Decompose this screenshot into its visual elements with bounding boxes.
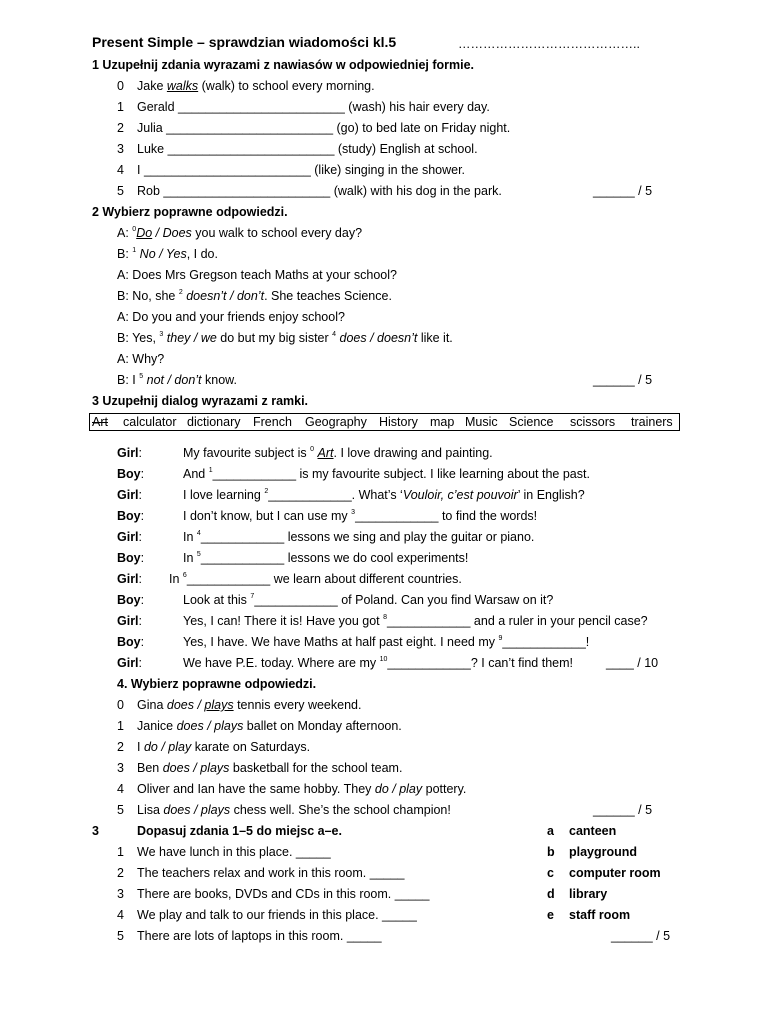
page-title: Present Simple – sprawdzian wiadomości kl.5	[92, 34, 397, 50]
ex1-item: Jake walks (walk) to school every morning.	[137, 79, 375, 93]
ex4-heading: 4. Wybierz poprawne odpowiedzi.	[117, 677, 317, 691]
ex1-item-number: 5	[117, 184, 124, 198]
dialog-line: A: Why?	[117, 352, 165, 366]
dialog-speaker: Boy:	[117, 467, 145, 481]
ex5-score: ______ / 5	[611, 929, 671, 943]
ex4-item-number: 4	[117, 782, 124, 796]
dialog-speaker: Boy:	[117, 551, 145, 565]
dialog-line: B: Yes, $^3$ they / we do but my big sister $^4$ does / doesn’t like it.	[117, 330, 453, 345]
dialog-speaker: Girl:	[117, 488, 143, 502]
dialog-text: In $^5$____________ lessons we do cool experiments!	[183, 550, 469, 565]
ex4-item: Ben does / plays basketball for the school team.	[137, 761, 403, 775]
ex5-item: The teachers relax and work in this room. _____	[137, 866, 405, 880]
dialog-speaker: Girl:	[117, 614, 143, 628]
word-box-item: French	[253, 415, 292, 429]
dialog-text: And $^1$____________ is my favourite subject. I like learning about the past.	[183, 466, 590, 481]
ex4-item-number: 2	[117, 740, 124, 754]
ex4-item: Oliver and Ian have the same hobby. They do / play pottery.	[137, 782, 467, 796]
ex5-item-number: 2	[117, 866, 124, 880]
word-box-item: Geography	[305, 415, 367, 429]
ex1-item: I ________________________ (like) singing in the shower.	[137, 163, 466, 177]
ex5-item-number: 5	[117, 929, 124, 943]
ex4-item: Janice does / plays ballet on Monday afternoon.	[137, 719, 402, 733]
dialog-line: B: No, she $^2$ doesn’t / don’t. She teaches Science.	[117, 288, 392, 303]
dialog-text: Yes, I have. We have Maths at half past eight. I need my $^9$____________!	[183, 634, 590, 649]
place-name: playground	[569, 845, 638, 859]
ex1-item-number: 2	[117, 121, 124, 135]
dialog-speaker: Boy:	[117, 635, 145, 649]
ex1-heading: 1 Uzupełnij zdania wyrazami z nawiasów w odpowiedniej formie.	[92, 58, 475, 72]
place-letter: c	[547, 866, 554, 880]
dialog-speaker: Boy:	[117, 593, 145, 607]
word-box-item: History	[379, 415, 418, 429]
word-box-item: map	[430, 415, 455, 429]
place-letter: a	[547, 824, 554, 838]
dialog-text: Yes, I can! There it is! Have you got $^8$____________ and a ruler in your pencil case?	[183, 613, 648, 628]
ex4-score: ______ / 5	[593, 803, 653, 817]
ex1-item-number: 1	[117, 100, 124, 114]
ex1-item-number: 4	[117, 163, 124, 177]
ex4-item: Lisa does / plays chess well. She’s the school champion!	[137, 803, 451, 817]
word-box-item: dictionary	[187, 415, 241, 429]
ex5-item: There are lots of laptops in this room. _____	[137, 929, 382, 943]
dialog-line: B: $^1$ No / Yes, I do.	[117, 246, 218, 261]
dialog-text: I love learning $^2$____________. What’s ‘Vouloir, c’est pouvoir’ in English?	[183, 487, 585, 502]
ex4-item: I do / play karate on Saturdays.	[137, 740, 311, 754]
dialog-speaker: Girl:	[117, 530, 143, 544]
ex4-item-number: 5	[117, 803, 124, 817]
ex4-item-number: 0	[117, 698, 124, 712]
word-box	[89, 413, 680, 431]
dialog-text: We have P.E. today. Where are my $^{10}$____________? I can’t find them!	[183, 655, 573, 670]
ex1-score: ______ / 5	[593, 184, 653, 198]
ex1-item-number: 0	[117, 79, 124, 93]
ex5-item-number: 4	[117, 908, 124, 922]
word-box-item: scissors	[570, 415, 616, 429]
ex5-item-number: 1	[117, 845, 124, 859]
place-letter: b	[547, 845, 555, 859]
ex5-item: We have lunch in this place. _____	[137, 845, 331, 859]
ex2-heading: 2 Wybierz poprawne odpowiedzi.	[92, 205, 288, 219]
place-letter: d	[547, 887, 555, 901]
place-name: computer room	[569, 866, 661, 880]
word-box-item: calculator	[123, 415, 177, 429]
dialog-text: My favourite subject is $^0$ Art. I love drawing and painting.	[183, 445, 493, 460]
ex4-item: Gina does / plays tennis every weekend.	[137, 698, 362, 712]
place-name: staff room	[569, 908, 631, 922]
dialog-speaker: Girl:	[117, 446, 143, 460]
word-box-item: Music	[465, 415, 498, 429]
dialog-speaker: Boy:	[117, 509, 145, 523]
dialog-line: B: I $^5$ not / don’t know.	[117, 372, 237, 387]
ex2-score: ______ / 5	[593, 373, 653, 387]
ex5-item: We play and talk to our friends in this place. _____	[137, 908, 417, 922]
place-name: canteen	[569, 824, 617, 838]
word-box-item: Science	[509, 415, 554, 429]
ex5-heading: Dopasuj zdania 1–5 do miejsc a–e.	[137, 824, 342, 838]
ex5-item-number: 3	[117, 887, 124, 901]
dialog-line: A: Does Mrs Gregson teach Maths at your school?	[117, 268, 397, 282]
ex4-item-number: 3	[117, 761, 124, 775]
place-letter: e	[547, 908, 554, 922]
dialog-text: In $^4$____________ lessons we sing and play the guitar or piano.	[183, 529, 535, 544]
ex3-heading: 3 Uzupełnij dialog wyrazami z ramki.	[92, 394, 309, 408]
dialog-line: A: $^0$Do / Does you walk to school every day?	[117, 225, 363, 240]
dialog-text: I don’t know, but I can use my $^3$____________ to find the words!	[183, 508, 538, 523]
word-box-item: trainers	[631, 415, 673, 429]
ex1-item: Luke ________________________ (study) English at school.	[137, 142, 478, 156]
dialog-speaker: Girl:	[117, 656, 143, 670]
ex3-score: ____ / 10	[606, 656, 659, 670]
example-answer: walks	[166, 79, 199, 93]
word-box-item: Art	[92, 415, 108, 429]
ex1-item: Gerald ________________________ (wash) his hair every day.	[137, 100, 490, 114]
dialog-text: Look at this $^7$____________ of Poland. Can you find Warsaw on it?	[183, 592, 554, 607]
place-name: library	[569, 887, 608, 901]
dialog-text: In $^6$____________ we learn about different countries.	[169, 571, 462, 586]
ex1-item: Rob ________________________ (walk) with his dog in the park.	[137, 184, 502, 198]
ex4-item-number: 1	[117, 719, 124, 733]
ex1-item: Julia ________________________ (go) to bed late on Friday night.	[137, 121, 511, 135]
ex1-item-number: 3	[117, 142, 124, 156]
name-line: ……………………………………..	[458, 37, 640, 51]
dialog-line: A: Do you and your friends enjoy school?	[117, 310, 345, 324]
ex5-number: 3	[92, 824, 99, 838]
dialog-speaker: Girl:	[117, 572, 143, 586]
ex5-item: There are books, DVDs and CDs in this room. _____	[137, 887, 430, 901]
